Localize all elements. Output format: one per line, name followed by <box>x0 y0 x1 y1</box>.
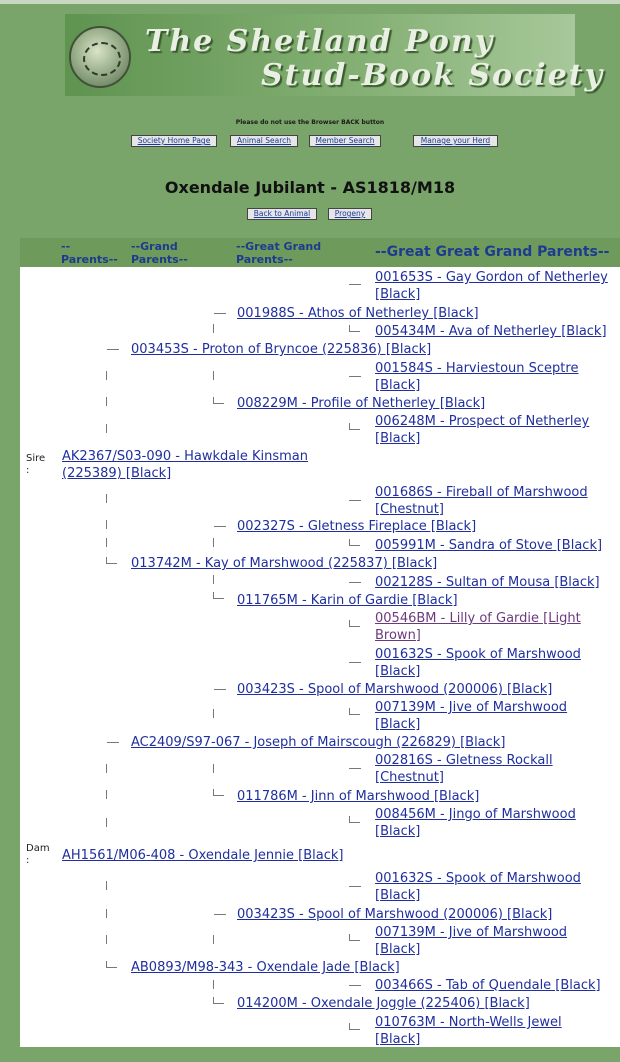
connector <box>349 886 361 887</box>
connector <box>213 709 214 718</box>
connector <box>349 376 361 377</box>
gggp-line2: [Black] <box>375 1032 421 1047</box>
gggp-link[interactable] <box>375 646 581 680</box>
connector <box>213 935 214 944</box>
gggp-link[interactable] <box>375 870 581 904</box>
gggp-line1: 002816S - Gletness Rockall <box>375 753 553 768</box>
connector <box>106 961 117 968</box>
gggp-line1: 001632S - Spook of Marshwood <box>375 647 581 662</box>
connector <box>106 371 107 380</box>
gggp-line1: 003466S - Tab of Quendale [Black] <box>375 978 601 993</box>
great-grandparent-link[interactable]: 011786M - Jinn of Marshwood [Black] <box>237 789 480 804</box>
gggp-line1: 001686S - Fireball of Marshwood <box>375 485 588 500</box>
connector <box>349 934 360 941</box>
connector <box>349 423 360 430</box>
society-home-button[interactable]: Society Home Page <box>131 135 217 147</box>
gggp-line2: Brown] <box>375 628 421 643</box>
sire-label: Sire : <box>26 453 46 476</box>
connector <box>213 764 214 773</box>
connector <box>213 980 214 989</box>
animal-search-button[interactable]: Animal Search <box>230 135 298 147</box>
gggp-link[interactable] <box>375 752 553 786</box>
header-parents: -- Parents-- <box>61 238 125 267</box>
connector <box>349 500 361 501</box>
gggp-link[interactable] <box>375 269 608 303</box>
header-grand-parents: --Grand Parents-- <box>131 238 231 267</box>
gggp-link[interactable] <box>375 977 601 994</box>
connector <box>349 539 360 546</box>
gggp-line1: 010763M - North-Wells Jewel <box>375 1015 562 1030</box>
gggp-link[interactable] <box>375 484 588 518</box>
great-grandparent-link[interactable]: 014200M - Oxendale Joggle (225406) [Black] <box>237 996 530 1011</box>
grandparent-link[interactable]: 003453S - Proton of Bryncoe (225836) [Black] <box>131 342 432 357</box>
gggp-line1: 002128S - Sultan of Mousa [Black] <box>375 575 600 590</box>
gggp-link[interactable] <box>375 924 567 958</box>
connector <box>106 818 107 827</box>
connector <box>349 768 361 769</box>
great-grandparent-link[interactable]: 011765M - Karin of Gardie [Black] <box>237 593 458 608</box>
connector <box>214 313 226 314</box>
header-great-grand-parents: --Great Grand Parents-- <box>236 238 366 267</box>
connector <box>214 689 226 690</box>
society-seal-icon <box>69 26 131 88</box>
connector <box>349 582 361 583</box>
connector <box>106 538 107 547</box>
grandparent-link[interactable]: AC2409/S97-067 - Joseph of Mairscough (226829) [Black] <box>131 735 506 750</box>
gggp-line2: [Black] <box>375 717 421 732</box>
connector <box>106 520 107 529</box>
gggp-link[interactable] <box>375 574 600 591</box>
connector <box>349 985 361 986</box>
page-title: Oxendale Jubilant - AS1818/M18 <box>164 178 456 197</box>
connector <box>106 909 107 918</box>
great-grandparent-link[interactable]: 008229M - Profile of Netherley [Black] <box>237 396 486 411</box>
connector <box>106 935 107 944</box>
great-grandparent-link[interactable]: 001988S - Athos of Netherley [Black] <box>237 306 479 321</box>
member-search-button[interactable]: Member Search <box>309 135 381 147</box>
connector <box>213 324 214 333</box>
gggp-line1: 007139M - Jive of Marshwood <box>375 925 568 940</box>
manage-herd-button[interactable]: Manage your Herd <box>413 135 498 147</box>
gggp-line2: [Black] <box>375 824 421 839</box>
gggp-line1: 007139M - Jive of Marshwood <box>375 700 568 715</box>
society-banner <box>65 14 605 96</box>
back-button-notice: Please do not use the Browser BACK button <box>235 119 385 126</box>
connector <box>106 764 107 773</box>
gggp-link[interactable] <box>375 610 581 644</box>
header-great-great-grand-parents: --Great Great Grand Parents-- <box>375 238 620 267</box>
great-grandparent-link[interactable]: 002327S - Gletness Fireplace [Black] <box>237 519 477 534</box>
sire-link[interactable]: AK2367/S03-090 - Hawkdale Kinsman (225389) [Black] <box>62 449 309 481</box>
connector <box>213 538 214 547</box>
dam-label: Dam : <box>26 843 50 866</box>
gggp-link[interactable] <box>375 413 589 447</box>
connector <box>106 557 117 564</box>
gggp-line1: 005991M - Sandra of Stove [Black] <box>375 538 603 553</box>
banner-title-line2: Stud-Book Society <box>261 58 605 93</box>
connector <box>106 790 107 799</box>
gggp-line1: 008456M - Jingo of Marshwood <box>375 807 576 822</box>
grandparent-link[interactable]: AB0893/M98-343 - Oxendale Jade [Black] <box>131 960 400 975</box>
grandparent-link[interactable]: 013742M - Kay of Marshwood (225837) [Black] <box>131 556 438 571</box>
gggp-line1: 001584S - Harviestoun Sceptre <box>375 361 579 376</box>
connector <box>349 1023 360 1030</box>
gggp-link[interactable] <box>375 1014 562 1048</box>
connector <box>106 494 107 503</box>
back-to-animal-button[interactable]: Back to Animal <box>247 208 317 220</box>
great-grandparent-link[interactable]: 003423S - Spool of Marshwood (200006) [Black] <box>237 682 553 697</box>
gggp-line2: [Black] <box>375 888 421 903</box>
gggp-link[interactable] <box>375 360 578 394</box>
connector <box>106 397 107 406</box>
gggp-line1: 001653S - Gay Gordon of Netherley <box>375 270 608 285</box>
progeny-button[interactable]: Progeny <box>328 208 372 220</box>
gggp-line2: [Black] <box>375 431 421 446</box>
gggp-line1: 00546BM - Lilly of Gardie [Light <box>375 611 581 626</box>
gggp-line2: [Chestnut] <box>375 770 444 785</box>
gggp-line2: [Black] <box>375 287 421 302</box>
gggp-line2: [Chestnut] <box>375 502 444 517</box>
banner-title-line1: The Shetland Pony <box>145 24 495 59</box>
connector <box>213 371 214 380</box>
connector <box>107 349 119 350</box>
connector <box>106 881 107 890</box>
connector <box>349 662 361 663</box>
top-border <box>0 0 620 4</box>
connector <box>106 424 107 433</box>
gggp-line2: [Black] <box>375 942 421 957</box>
gggp-line2: [Black] <box>375 664 421 679</box>
connector <box>349 708 360 715</box>
dam-link[interactable]: AH1561/M06-408 - Oxendale Jennie [Black] <box>62 848 344 863</box>
connector <box>213 575 214 584</box>
gggp-line2: [Black] <box>375 378 421 393</box>
connector <box>349 620 360 627</box>
connector <box>213 789 224 796</box>
gggp-link[interactable] <box>375 699 567 733</box>
connector <box>213 997 224 1004</box>
connector <box>349 325 360 332</box>
gggp-link[interactable] <box>375 537 602 554</box>
connector <box>349 816 360 823</box>
gggp-line1: 006248M - Prospect of Netherley <box>375 414 590 429</box>
gggp-link[interactable] <box>375 323 607 340</box>
great-grandparent-link[interactable]: 003423S - Spool of Marshwood (200006) [Black] <box>237 907 553 922</box>
connector <box>349 284 361 285</box>
connector <box>213 397 224 404</box>
gggp-line1: 001632S - Spook of Marshwood <box>375 871 581 886</box>
gggp-line1: 005434M - Ava of Netherley [Black] <box>375 324 607 339</box>
page-footer-gap <box>0 1047 620 1062</box>
connector <box>214 914 226 915</box>
connector <box>107 742 119 743</box>
connector <box>214 526 226 527</box>
connector <box>213 592 224 599</box>
gggp-link[interactable] <box>375 806 576 840</box>
